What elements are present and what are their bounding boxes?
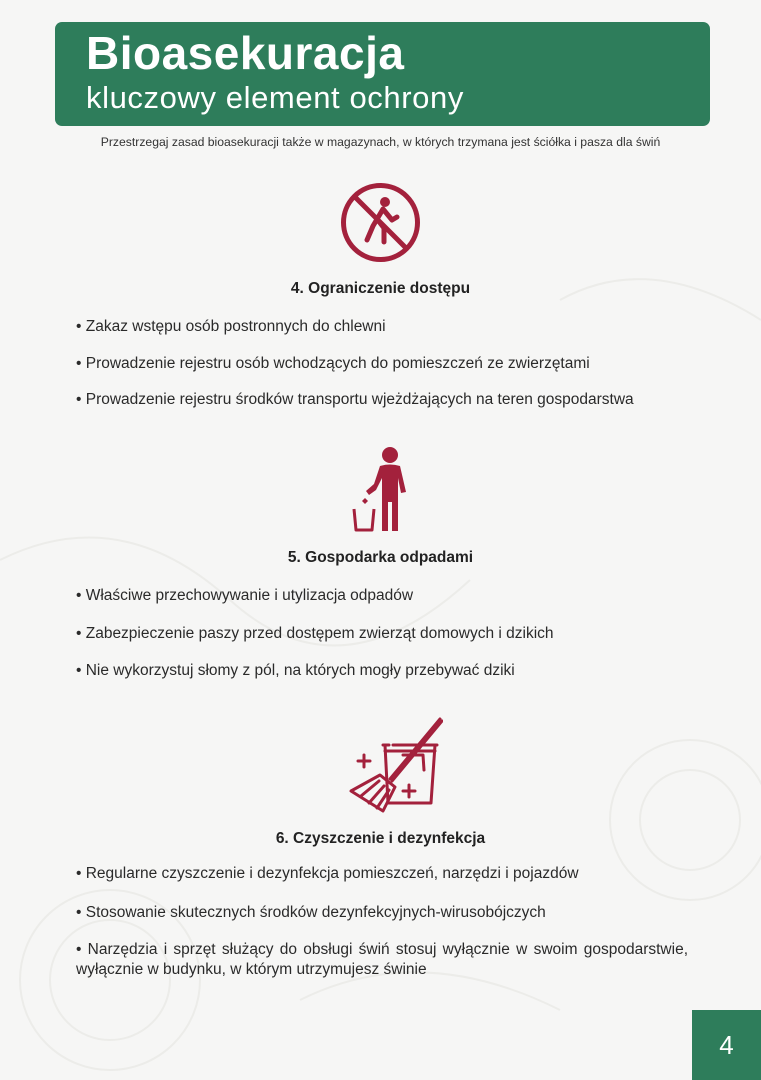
broom-bucket-cleaning-icon	[343, 715, 443, 815]
list-item: • Zabezpieczenie paszy przed dostępem zwierząt domowych i dzikich	[76, 625, 554, 642]
page-number: 4	[692, 1010, 761, 1080]
section-title-access: 4. Ograniczenie dostępu	[290, 280, 471, 297]
list-item: • Prowadzenie rejestru środków transportu wjeżdżających na teren gospodarstwa	[76, 391, 634, 408]
section-title-waste: 5. Gospodarka odpadami	[287, 549, 474, 566]
list-item: • Narzędzia i sprzęt służący do obsługi świń stosuj wyłącznie w swoim gospodarstwie, wyłącznie w budynku, w którym utrzymujesz świnie	[76, 941, 688, 978]
list-item: • Właściwe przechowywanie i utylizacja odpadów	[76, 587, 414, 604]
no-entry-person-icon	[340, 182, 421, 263]
header-banner	[55, 22, 710, 126]
list-item: • Nie wykorzystuj słomy z pól, na których mogły przebywać dziki	[76, 662, 515, 679]
person-throwing-trash-icon	[350, 446, 412, 532]
list-item: • Zakaz wstępu osób postronnych do chlewni	[76, 318, 386, 335]
list-item: • Stosowanie skutecznych środków dezynfekcyjnych-wirusobójczych	[76, 904, 546, 921]
section-title-cleaning: 6. Czyszczenie i dezynfekcja	[275, 830, 486, 847]
list-item: • Prowadzenie rejestru osób wchodzących do pomieszczeń ze zwierzętami	[76, 355, 590, 372]
page-subtitle: kluczowy element ochrony	[86, 80, 464, 115]
list-item: • Regularne czyszczenie i dezynfekcja pomieszczeń, narzędzi i pojazdów	[76, 865, 579, 882]
page-title: Bioasekuracja	[86, 27, 405, 79]
lead-text: Przestrzegaj zasad bioasekuracji także w magazynach, w których trzymana jest ściółka i pasza dla świń	[100, 135, 661, 149]
